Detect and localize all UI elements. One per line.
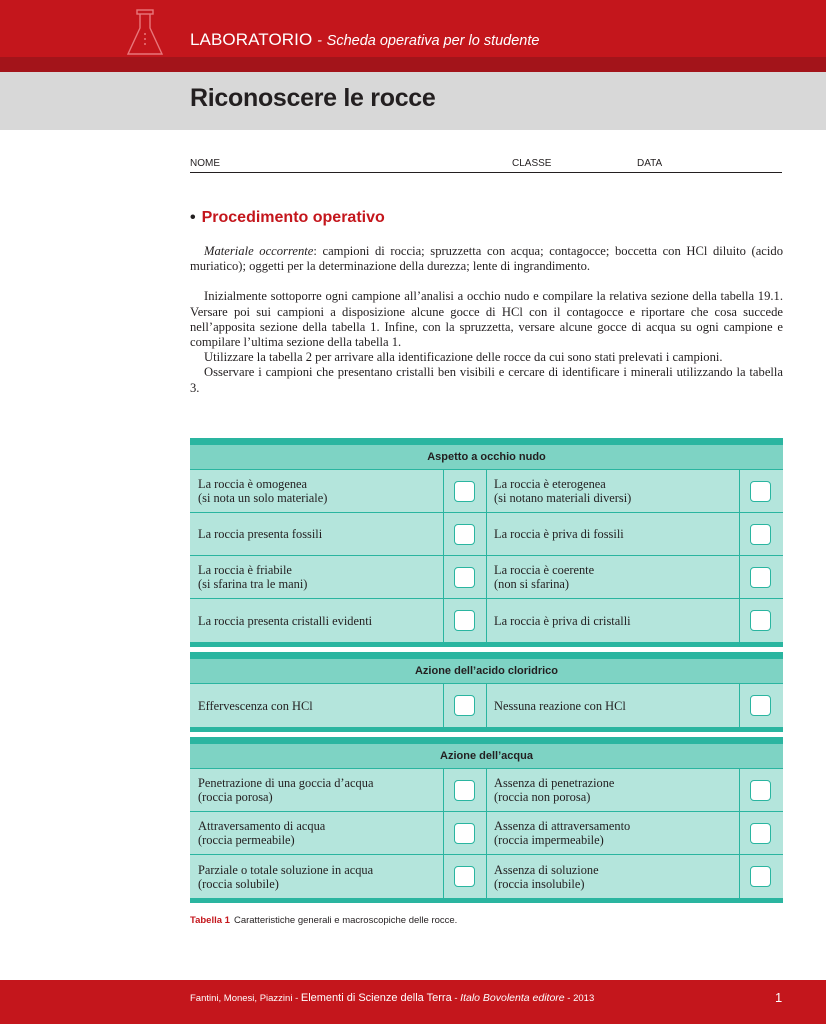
- cell-left: Parziale o totale soluzione in acqua (roccia solubile): [198, 862, 374, 891]
- table-row: [190, 769, 783, 812]
- data-label: DATA: [637, 158, 663, 169]
- materials-text: : campioni di roccia; spruzzetta con acqua; contagocce; boccetta con HCl diluito (acido muriatico); oggetti per la determinazione della durezza; lente di ingrandimento.: [190, 244, 783, 274]
- cell-left: Penetrazione di una goccia d’acqua (roccia porosa): [198, 776, 374, 804]
- footer-authors: Fantini, Monesi, Piazzini -: [190, 993, 299, 1004]
- table-row: [190, 556, 783, 599]
- checkbox[interactable]: [750, 567, 771, 588]
- student-fields: [190, 157, 782, 173]
- checkbox[interactable]: [750, 524, 771, 545]
- checkbox[interactable]: [454, 866, 475, 887]
- caption-label: Tabella 1: [190, 915, 230, 926]
- checkbox[interactable]: [454, 780, 475, 801]
- lab-label: LABORATORIO: [190, 30, 313, 49]
- table-row: [190, 855, 783, 898]
- checkbox[interactable]: [750, 866, 771, 887]
- cell-right: La roccia è priva di fossili: [494, 527, 624, 541]
- flask-icon: [124, 8, 166, 58]
- lab-subtitle: Scheda operativa per lo studente: [326, 33, 540, 49]
- cell-left: La roccia presenta fossili: [198, 527, 323, 541]
- checkbox[interactable]: [454, 695, 475, 716]
- cell-left: La roccia è friabile (si sfarina tra le mani): [198, 563, 308, 591]
- table-caption: [190, 915, 457, 926]
- lab-header-title: [190, 30, 539, 50]
- checkbox[interactable]: [454, 567, 475, 588]
- paragraph-2: Utilizzare la tabella 2 per arrivare alla identificazione delle rocce da cui sono stati prelevati i campioni.: [204, 350, 723, 365]
- table-row: [190, 599, 783, 642]
- footer-publisher: Italo Bovolenta editore: [460, 992, 565, 1004]
- table-row: [190, 513, 783, 556]
- page-number: 1: [775, 990, 783, 1005]
- checkbox[interactable]: [750, 610, 771, 631]
- materials-paragraph: [190, 244, 783, 274]
- materials-label: Materiale occorrente: [204, 244, 314, 258]
- table-heading: Azione dell’acqua: [190, 744, 783, 769]
- cell-left: La roccia è omogenea (si nota un solo materiale): [198, 477, 328, 505]
- cell-right: Assenza di soluzione (roccia insolubile): [494, 862, 599, 891]
- cell-right: Nessuna reazione con HCl: [494, 698, 626, 713]
- cell-right: Assenza di penetrazione (roccia non porosa): [494, 776, 615, 804]
- checkbox[interactable]: [750, 823, 771, 844]
- table-row: [190, 684, 783, 727]
- table-heading: Aspetto a occhio nudo: [190, 445, 783, 470]
- checkbox[interactable]: [454, 524, 475, 545]
- table-row: [190, 812, 783, 855]
- footer-sep: -: [454, 993, 458, 1004]
- cell-right: La roccia è coerente (non si sfarina): [494, 563, 595, 591]
- footer-credits: [190, 992, 594, 1004]
- section-title: Procedimento operativo: [201, 209, 385, 226]
- cell-right: La roccia è eterogenea (si notano materiali diversi): [494, 477, 632, 505]
- checkbox[interactable]: [454, 823, 475, 844]
- footer-year: - 2013: [567, 993, 595, 1004]
- lab-separator: -: [317, 33, 322, 49]
- cell-left: La roccia presenta cristalli evidenti: [198, 613, 373, 628]
- checkbox[interactable]: [454, 481, 475, 502]
- checkbox[interactable]: [750, 695, 771, 716]
- cell-right: Assenza di attraversamento (roccia impermeabile): [494, 819, 631, 847]
- checkbox[interactable]: [750, 780, 771, 801]
- nome-label: NOME: [190, 158, 220, 169]
- page-title: Riconoscere le rocce: [190, 84, 436, 112]
- table-acqua: [190, 737, 783, 903]
- bullet: •: [190, 209, 196, 226]
- table-row: [190, 470, 783, 513]
- cell-left: Attraversamento di acqua (roccia permeabile): [198, 819, 326, 847]
- header-strip: [0, 57, 826, 72]
- section-heading: [190, 209, 385, 227]
- table-heading: Azione dell’acido cloridrico: [190, 659, 783, 684]
- procedure-text: [190, 244, 783, 396]
- cell-right: La roccia è priva di cristalli: [494, 613, 631, 628]
- cell-left: Effervescenza con HCl: [198, 698, 313, 713]
- classe-label: CLASSE: [512, 158, 552, 169]
- paragraph-3: Osservare i campioni che presentano cristalli ben visibili e cercare di identificare i minerali utilizzando la tabella 3.: [190, 365, 783, 395]
- table-aspetto: [190, 438, 783, 647]
- footer: [0, 980, 826, 1024]
- paragraph-1: Inizialmente sottoporre ogni campione all’analisi a occhio nudo e compilare la relativa sezione della tabella 19.1. Versare poi sui campioni a disposizione alcune gocce di HCl con il contagocce e riportare che cosa succede nell’apposita sezione della tabella 1. Infine, con la spruzzetta, versare alcune gocce di acqua su ogni campione e compilare l’ultima sezione della tabella 1.: [190, 289, 783, 350]
- caption-text: Caratteristiche generali e macroscopiche delle rocce.: [233, 915, 458, 926]
- footer-book: Elementi di Scienze della Terra: [300, 992, 452, 1004]
- table-acido: [190, 652, 783, 732]
- checkbox[interactable]: [750, 481, 771, 502]
- checkbox[interactable]: [454, 610, 475, 631]
